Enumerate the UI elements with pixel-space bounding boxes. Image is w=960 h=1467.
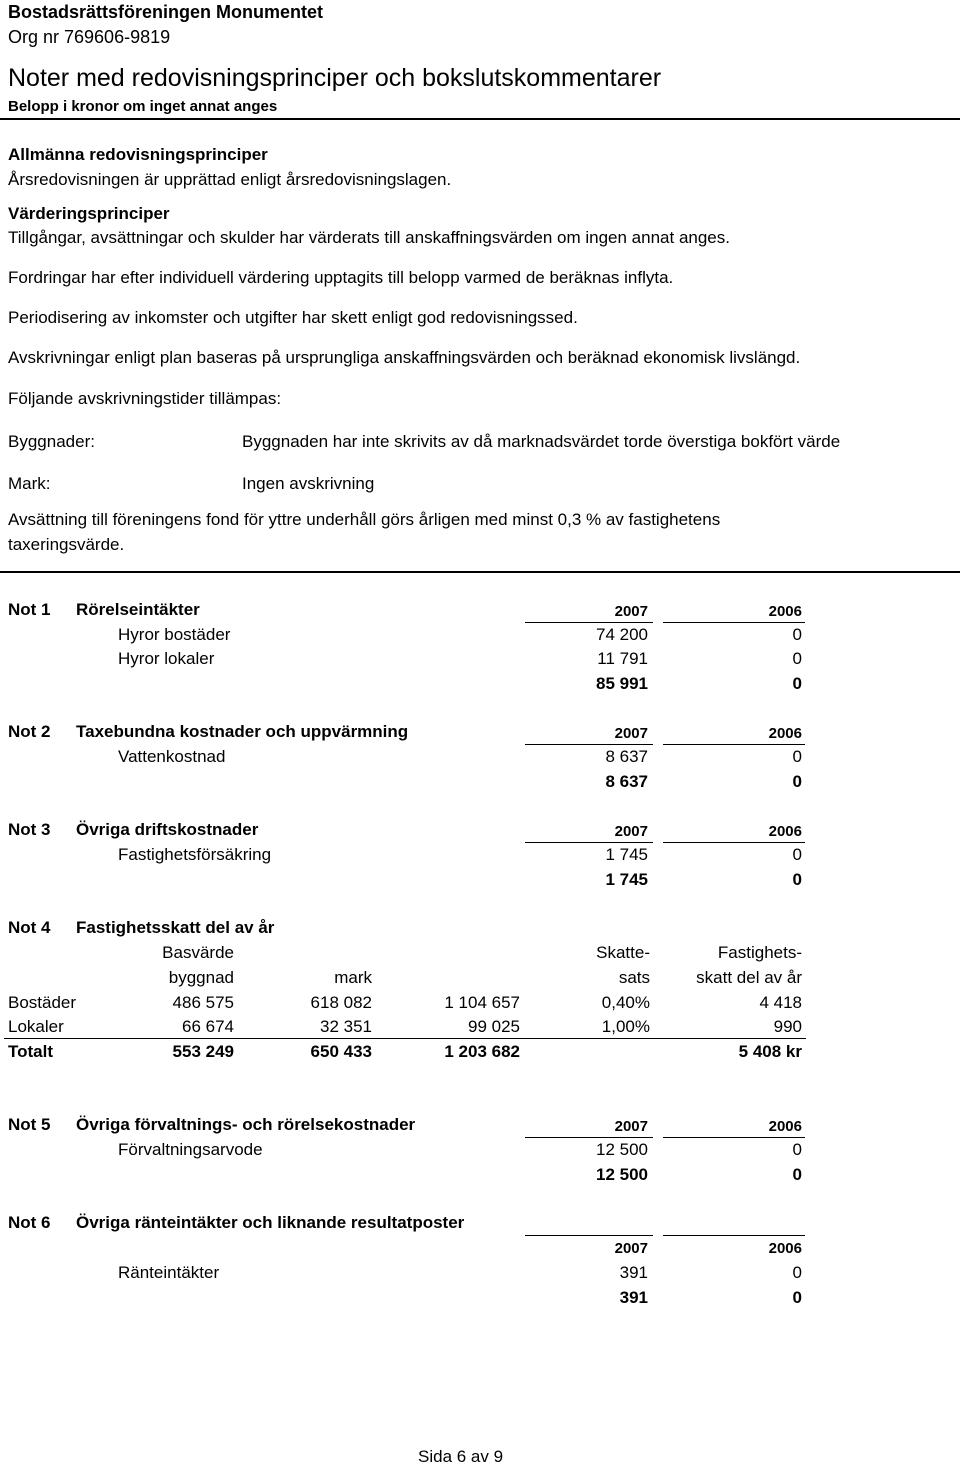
note4-row2-land: 32 351 — [320, 1017, 372, 1036]
valuation-text-1: Tillgångar, avsättningar och skulder har värderats till anskaffningsvärden om ingen annat anges. — [8, 228, 730, 247]
page-title: Noter med redovisningsprinciper och bokslutskommentarer — [8, 64, 662, 92]
page-number: Sida 6 av 9 — [418, 1447, 504, 1466]
general-principles-heading: Allmänna redovisningsprinciper — [8, 145, 268, 164]
note5-row1-label: Förvaltningsarvode — [118, 1140, 263, 1159]
note4-row1-label: Bostäder — [8, 993, 77, 1012]
note1-total-previous: 0 — [792, 674, 802, 693]
note3-row1-value-current: 1 745 — [605, 845, 648, 864]
note1-row1-value-previous: 0 — [792, 625, 802, 644]
note5-year-previous: 2006 — [768, 1118, 802, 1135]
note6-row1-value-previous: 0 — [792, 1263, 802, 1282]
note4-total-building: 553 249 — [172, 1042, 234, 1061]
note1-row2-value-previous: 0 — [792, 649, 802, 668]
note5-col2-rule — [663, 1137, 805, 1138]
fund-text-line2: taxeringsvärde. — [8, 535, 125, 554]
note2-total-previous: 0 — [792, 772, 802, 791]
note6-total-previous: 0 — [792, 1288, 802, 1307]
note2-row1-value-previous: 0 — [792, 747, 802, 766]
note1-year-previous: 2006 — [768, 603, 802, 620]
note2-row1-value-current: 8 637 — [605, 747, 648, 766]
note4-row2-building: 66 674 — [182, 1017, 234, 1036]
note1-row1-value-current: 74 200 — [596, 625, 648, 644]
org-name: Bostadsrättsföreningen Monumentet — [8, 2, 324, 22]
note6-col1-rule — [525, 1235, 653, 1236]
note5-total-current: 12 500 — [596, 1165, 648, 1184]
note4-total-tax: 5 408 kr — [738, 1042, 802, 1061]
note6-year-current: 2007 — [614, 1240, 648, 1257]
note3-total-current: 1 745 — [605, 870, 648, 889]
note3-col1-rule — [525, 842, 653, 843]
section-divider — [0, 571, 960, 573]
note6-year-previous: 2006 — [768, 1240, 802, 1257]
note4-row1-building: 486 575 — [172, 993, 234, 1012]
org-number: Org nr 769606-9819 — [8, 27, 171, 47]
page-subtitle: Belopp i kronor om inget annat anges — [8, 98, 278, 115]
note4-total-land: 650 433 — [310, 1042, 372, 1061]
note4-total-rule — [4, 1038, 806, 1039]
note3-year-previous: 2006 — [768, 823, 802, 840]
valuation-text-3: Periodisering av inkomster och utgifter har skett enligt god redovisningssed. — [8, 308, 578, 327]
note6-title: Övriga ränteintäkter och liknande resultatposter — [76, 1213, 465, 1232]
note2-number: Not 2 — [8, 722, 51, 741]
general-principles-text: Årsredovisningen är upprättad enligt årsredovisningslagen. — [8, 170, 452, 189]
note1-number: Not 1 — [8, 600, 51, 619]
note5-row1-value-previous: 0 — [792, 1140, 802, 1159]
note4-title: Fastighetsskatt del av år — [76, 918, 275, 937]
depreciation-label-buildings: Byggnader: — [8, 432, 95, 451]
note5-year-current: 2007 — [614, 1118, 648, 1135]
note4-header-rate: sats — [618, 968, 650, 987]
note6-total-current: 391 — [619, 1288, 648, 1307]
valuation-text-5: Följande avskrivningstider tillämpas: — [8, 389, 282, 408]
note2-year-previous: 2006 — [768, 725, 802, 742]
note4-number: Not 4 — [8, 918, 51, 937]
note4-header-building: byggnad — [168, 968, 234, 987]
note1-row2-label: Hyror lokaler — [118, 649, 215, 668]
valuation-text-2: Fordringar har efter individuell värdering upptagits till belopp varmed de beräknas inflyta. — [8, 268, 674, 287]
note1-total-current: 85 991 — [596, 674, 648, 693]
note1-year-current: 2007 — [614, 603, 648, 620]
valuation-heading: Värderingsprinciper — [8, 204, 170, 223]
note3-row1-value-previous: 0 — [792, 845, 802, 864]
note5-total-previous: 0 — [792, 1165, 802, 1184]
note3-total-previous: 0 — [792, 870, 802, 889]
note4-total-label: Totalt — [8, 1042, 54, 1061]
note6-row1-value-current: 391 — [619, 1263, 648, 1282]
depreciation-label-land: Mark: — [8, 474, 51, 493]
note1-title: Rörelseintäkter — [76, 600, 200, 619]
note4-row1-tax: 4 418 — [759, 993, 802, 1012]
note5-col1-rule — [525, 1137, 653, 1138]
note3-title: Övriga driftskostnader — [76, 820, 259, 839]
note4-row1-rate: 0,40% — [601, 993, 650, 1012]
note2-row1-label: Vattenkostnad — [118, 747, 226, 766]
note3-col2-rule — [663, 842, 805, 843]
note2-total-current: 8 637 — [605, 772, 648, 791]
note4-row2-total-value: 99 025 — [468, 1017, 520, 1036]
note5-row1-value-current: 12 500 — [596, 1140, 648, 1159]
note1-row2-value-current: 11 791 — [597, 649, 648, 668]
depreciation-value-land: Ingen avskrivning — [242, 474, 375, 493]
fund-text-line1: Avsättning till föreningens fond för yttre underhåll görs årligen med minst 0,3 % av fastighetens — [8, 510, 721, 529]
note4-row2-label: Lokaler — [8, 1017, 64, 1036]
note3-year-current: 2007 — [614, 823, 648, 840]
note1-col2-rule — [663, 622, 805, 623]
note4-total-value: 1 203 682 — [444, 1042, 520, 1061]
note3-number: Not 3 — [8, 820, 51, 839]
note5-number: Not 5 — [8, 1115, 51, 1134]
header-divider — [0, 118, 960, 120]
note4-row2-tax: 990 — [773, 1017, 802, 1036]
note2-year-current: 2007 — [614, 725, 648, 742]
note4-header-building-value: Basvärde — [162, 943, 234, 962]
note6-col2-rule — [663, 1235, 805, 1236]
note4-header-property-tax: Fastighets- — [717, 943, 802, 962]
note1-row1-label: Hyror bostäder — [118, 625, 231, 644]
note2-col2-rule — [663, 744, 805, 745]
note6-row1-label: Ränteintäkter — [118, 1263, 220, 1282]
note3-row1-label: Fastighetsförsäkring — [118, 845, 272, 864]
note4-header-tax-rate: Skatte- — [596, 943, 650, 962]
depreciation-value-buildings: Byggnaden har inte skrivits av då marknadsvärdet torde överstiga bokfört värde — [242, 432, 841, 451]
valuation-text-4: Avskrivningar enligt plan baseras på ursprungliga anskaffningsvärden och beräknad ekonomisk livslängd. — [8, 348, 801, 367]
note2-col1-rule — [525, 744, 653, 745]
note5-title: Övriga förvaltnings- och rörelsekostnader — [76, 1115, 416, 1134]
note4-row1-total-value: 1 104 657 — [444, 993, 520, 1012]
note4-row2-rate: 1,00% — [601, 1017, 650, 1036]
note6-number: Not 6 — [8, 1213, 51, 1232]
note2-title: Taxebundna kostnader och uppvärmning — [76, 722, 409, 741]
note4-row1-land: 618 082 — [310, 993, 372, 1012]
note4-header-land: mark — [334, 968, 372, 987]
note1-col1-rule — [525, 622, 653, 623]
note4-header-tax-part-year: skatt del av år — [696, 968, 802, 987]
